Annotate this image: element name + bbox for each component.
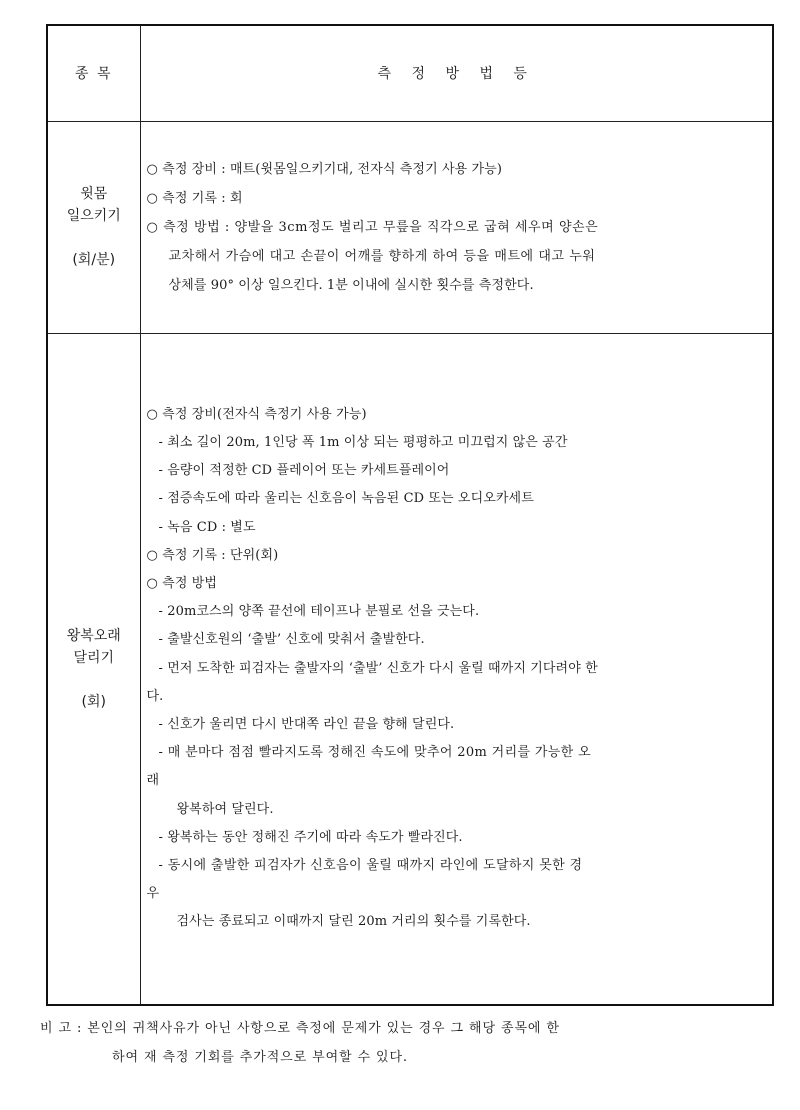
- header-method: 측 정 방 법 등: [140, 25, 773, 121]
- method-line: 검사는 종료되고 이때까지 달린 20m 거리의 횟수를 기록한다.: [176, 914, 531, 930]
- method-line: - 신호가 울리면 다시 반대쪽 라인 끝을 향해 달린다.: [158, 717, 455, 733]
- category-name-line: 윗몸: [80, 186, 108, 202]
- method-line: 상체를 90° 이상 일으킨다. 1분 이내에 실시한 횟수를 측정한다.: [168, 277, 534, 293]
- method-line: ○ 측정 방법: [146, 576, 218, 592]
- category-name-line: 달리기: [73, 649, 115, 666]
- category-situp: [47, 121, 140, 333]
- method-shuttle-run: [140, 333, 773, 1005]
- method-line: - 20m코스의 양쪽 끝선에 테이프나 분필로 선을 긋는다.: [158, 604, 480, 620]
- method-line: ○ 측정 장비(전자식 측정기 사용 가능): [146, 406, 367, 422]
- method-line: - 왕복하는 동안 정해진 주기에 따라 속도가 빨라진다.: [158, 829, 463, 845]
- remarks-note: [40, 1014, 780, 1072]
- category-shuttle-run: [47, 333, 140, 1005]
- category-name-line: 왕복오래: [66, 627, 121, 644]
- method-line: 우: [146, 886, 160, 902]
- method-line: 래: [146, 773, 160, 789]
- method-line: - 점증속도에 따라 울리는 신호음이 녹음된 CD 또는 오디오카세트: [158, 491, 534, 507]
- method-line: - 출발신호원의 ‘출발’ 신호에 맞춰서 출발한다.: [158, 632, 425, 648]
- method-line: - 매 분마다 점점 빨라지도록 정해진 속도에 맞추어 20m 거리를 가능한 오: [158, 745, 591, 761]
- table-row-situp: [47, 121, 773, 333]
- method-line: - 녹음 CD : 별도: [158, 519, 256, 535]
- method-line: - 최소 길이 20m, 1인당 폭 1m 이상 되는 평평하고 미끄럽지 않은 공간: [158, 435, 568, 451]
- method-line: ○ 측정 기록 : 회: [146, 190, 243, 206]
- method-line: ○ 측정 방법 : 양발을 3cm정도 벌리고 무릎을 직각으로 굽혀 세우며 양손은: [146, 219, 599, 235]
- category-unit: (회): [81, 693, 106, 710]
- method-line: 교차해서 가슴에 대고 손끝이 어깨를 향하게 하여 등을 매트에 대고 누워: [168, 248, 596, 264]
- method-situp: [140, 121, 773, 333]
- method-line: 왕복하여 달린다.: [176, 801, 274, 817]
- table-header-row: [47, 25, 773, 121]
- remarks-line: 비 고 : 본인의 귀책사유가 아닌 사항으로 측정에 문제가 있는 경우 그 해당 종목에 한: [40, 1021, 560, 1036]
- method-line: ○ 측정 장비 : 매트(윗몸일으키기대, 전자식 측정기 사용 가능): [146, 161, 502, 177]
- table-row-shuttle-run: [47, 333, 773, 1005]
- header-category: 종 목: [47, 25, 140, 121]
- method-line: - 동시에 출발한 피검자가 신호음이 울릴 때까지 라인에 도달하지 못한 경: [158, 858, 583, 874]
- method-line: ○ 측정 기록 : 단위(회): [146, 547, 279, 563]
- remarks-line: 하여 재 측정 기회를 추가적으로 부여할 수 있다.: [112, 1050, 408, 1065]
- method-line: - 먼저 도착한 피검자는 출발자의 ‘출발’ 신호가 다시 울릴 때까지 기다려야 한: [158, 660, 598, 676]
- method-line: 다.: [146, 688, 164, 704]
- measurement-table: [46, 24, 774, 1006]
- method-line: - 음량이 적정한 CD 플레이어 또는 카세트플레이어: [158, 463, 450, 479]
- category-unit: (회/분): [72, 252, 116, 268]
- category-name-line: 일으키기: [66, 208, 121, 224]
